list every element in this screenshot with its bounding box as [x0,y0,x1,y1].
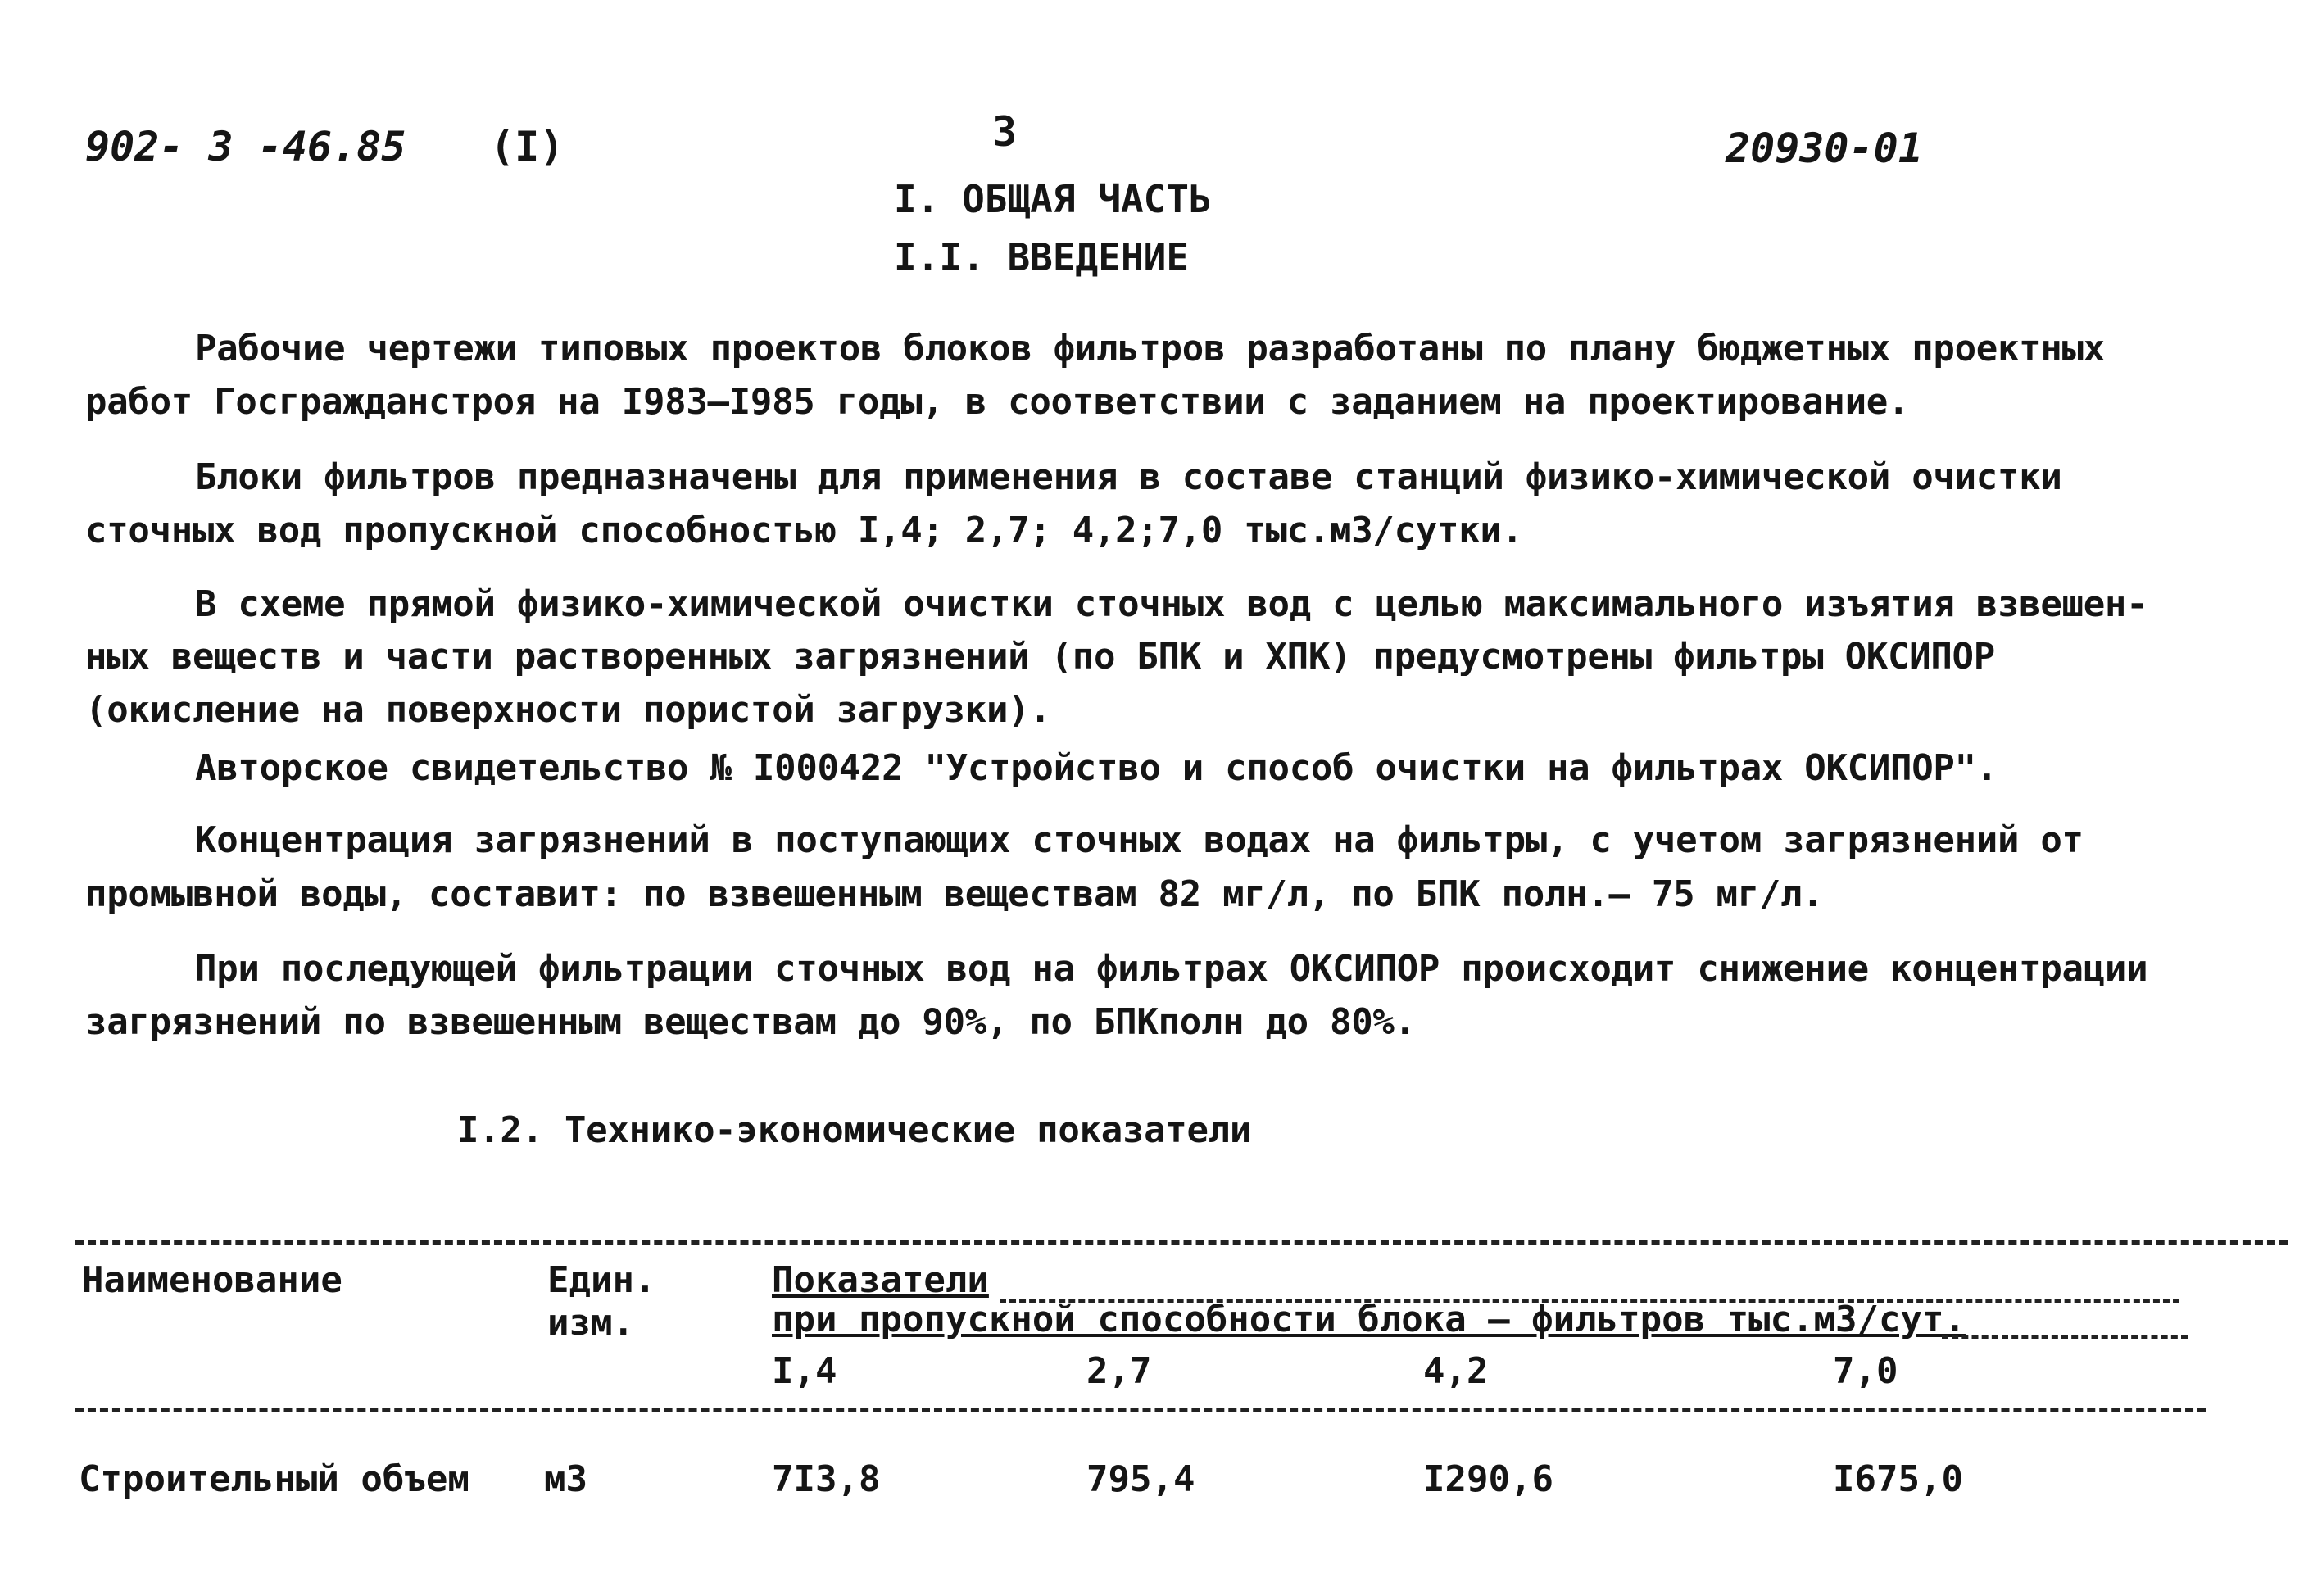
row-1-value-4-2: I290,6 [1423,1458,1553,1500]
row-1-value-7-0: I675,0 [1833,1458,1963,1500]
paragraph-5-line-1: Концентрация загрязнений в поступающих сточных водах на фильтры, с учетом загрязнений от [195,819,2084,861]
page-number: 3 [992,108,1018,156]
paragraph-3-line-2: ных веществ и части растворенных загрязнений (по БПК и ХПК) предусмотрены фильтры ОКСИПОР [85,636,1995,678]
indicator-header-dashed-rule [1000,1299,2179,1303]
inventory-number: 20930-01 [1726,125,1923,172]
paragraph-6-line-1: При последующей фильтрации сточных вод на фильтрах ОКСИПОР происходит снижение концентрации [195,948,2148,990]
column-header-indicators-line-2: при пропускной способности блока – фильтров тыс.м3/сут. [772,1299,1966,1340]
paragraph-6-line-2: загрязнений по взвешенным веществам до 90%, по БПКполн до 80%. [85,1001,1416,1043]
section-title: I. ОБЩАЯ ЧАСТЬ [894,177,1212,221]
capacity-7-0: 7,0 [1833,1350,1898,1392]
capacity-4-2: 4,2 [1423,1350,1489,1392]
column-header-indicators-line-1: Показатели [772,1259,989,1301]
row-1-value-1-4: 7I3,8 [772,1458,881,1500]
paragraph-4-line-1: Авторское свидетельство № I000422 "Устройство и способ очистки на фильтрах ОКСИПОР". [195,747,1998,789]
row-1-name: Строительный объем [79,1458,469,1500]
row-1-value-2-7: 795,4 [1086,1458,1195,1500]
table-header-bottom-rule [75,1408,2206,1412]
volume-number: (I) [490,123,565,170]
paragraph-3-line-1: В схеме прямой физико-химической очистки сточных вод с целью максимального изъятия взвешен- [195,583,2148,625]
section-subtitle: I.I. ВВЕДЕНИЕ [894,235,1190,279]
capacity-2-7: 2,7 [1086,1350,1152,1392]
subsection-title: I.2. Технико-экономические показатели [457,1109,1252,1151]
paragraph-1-line-1: Рабочие чертежи типовых проектов блоков фильтров разработаны по плану бюджетных проектных [195,328,2105,370]
paragraph-2-line-1: Блоки фильтров предназначены для применения в составе станций физико-химической очистки [195,456,2062,498]
indicator-header-dashed-rule-tail [1942,1335,2188,1339]
column-header-unit-line-2: изм. [547,1302,634,1344]
paragraph-1-line-2: работ Госгражданстроя на I983–I985 годы, в соответствии с заданием на проектирование. [85,381,1910,423]
capacity-1-4: I,4 [772,1350,837,1392]
column-header-unit-line-1: Един. [547,1259,656,1301]
paragraph-5-line-2: промывной воды, составит: по взвешенным веществам 82 мг/л, по БПК полн.– 75 мг/л. [85,873,1824,915]
row-1-unit: м3 [544,1458,587,1500]
paragraph-3-line-3: (окисление на поверхности пористой загрузки). [85,689,1051,731]
paragraph-2-line-2: сточных вод пропускной способностью I,4; 2,7; 4,2;7,0 тыс.м3/сутки. [85,510,1523,551]
column-header-name: Наименование [82,1259,342,1301]
document-code: 902- 3 -46.85 [85,123,406,170]
table-top-rule [75,1240,2288,1245]
